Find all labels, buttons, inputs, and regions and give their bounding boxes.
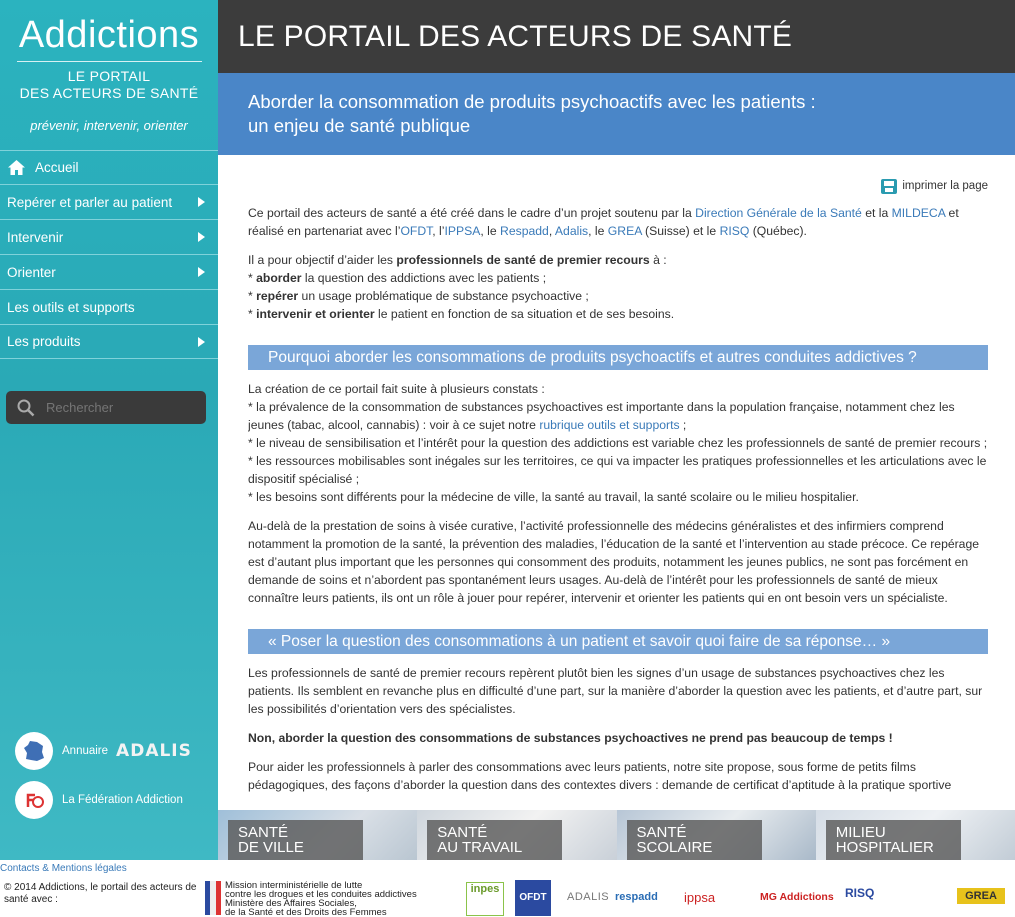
ippsa-logo[interactable]: ippsa	[684, 890, 716, 905]
tile-label	[826, 820, 961, 860]
tile-sante-de-ville[interactable]	[218, 810, 417, 860]
objective-item-bold: aborder	[256, 271, 302, 285]
ministry-logo[interactable]	[205, 881, 417, 917]
link-risq[interactable]: RISQ	[719, 224, 750, 238]
objective-item-text: la question des addictions avec les patients ;	[301, 271, 547, 285]
intro-paragraph	[248, 204, 988, 240]
print-icon	[881, 179, 897, 194]
federation-addiction-logo	[15, 781, 53, 819]
partner-label: La Fédération Addiction	[62, 794, 183, 806]
arrow-right-icon	[198, 232, 205, 242]
search-input[interactable]	[46, 400, 186, 415]
search-icon[interactable]	[17, 399, 35, 417]
intro-text: (Québec).	[749, 224, 807, 238]
section-heading: Pourquoi aborder les consommations de produits psychoactifs et autres conduites addictives ?	[248, 345, 988, 370]
nav-item-label: Repérer et parler au patient	[7, 194, 173, 210]
section1-paragraph: Au-delà de la prestation de soins à visée curative, l’activité professionnelle des médecins généralistes et des infirmiers comprend notamment la promotion de la santé, la prévention des maladies, l’éducation de la santé et l’intervention au stade précoce. Ce repérage est d’autant plus important que les personnes qui consomment des produits, notamment les jeunes publics, ne sont pas forcément en demande de soins et n’abordent pas spontanément leurs usages. Au-delà de l’intérêt pour les professionnels de santé de mieux connaître leurs patients, ils ont un rôle à jouer pour repérer, intervenir et orienter les patients qui en ont besoin vers un spécialiste.	[248, 519, 980, 605]
france-map-icon	[15, 732, 53, 770]
logo-title: Addictions	[18, 14, 200, 56]
section2-paragraph: Les professionnels de santé de premier recours repèrent plutôt bien les signes d’un usage de substances psychoactives chez les patients. Ils semblent en revanche plus en difficulté d’une part, sur la manière d’aborder la question avec les patients, et d’autre part, sur les possibilités d’orientation vers des spécialistes.	[248, 666, 983, 716]
main-nav	[0, 150, 218, 359]
intro-text: et la	[861, 206, 892, 220]
intro-text: et réalisé en partenariat avec l’	[248, 206, 959, 238]
partner-federation[interactable]	[15, 781, 183, 819]
intro-text: , l’	[432, 224, 445, 238]
risq-logo[interactable]: RISQ	[845, 886, 875, 900]
page-banner	[218, 73, 1015, 155]
nav-item-label: Accueil	[35, 160, 79, 175]
tile-sante-scolaire[interactable]	[617, 810, 816, 860]
ministry-line: contre les drogues et les conduites addictives	[225, 889, 417, 900]
print-label: imprimer la page	[902, 180, 988, 192]
tile-label	[228, 820, 363, 860]
nav-item-label: Les produits	[7, 334, 81, 349]
link-adalis[interactable]: Adalis	[554, 224, 589, 238]
inpes-logo[interactable]: inpes	[466, 882, 504, 916]
intro-text: , le	[588, 224, 608, 238]
intro-text: (Suisse) et le	[641, 224, 720, 238]
tile-label-line: HOSPITALIER	[835, 839, 934, 856]
objective-bold: professionnels de santé de premier recours	[396, 253, 650, 267]
legal-link[interactable]: Contacts & Mentions légales	[0, 863, 127, 874]
tile-label-line: SANTÉ	[437, 824, 488, 841]
nav-item-produits[interactable]	[0, 324, 218, 359]
section1-list	[248, 380, 988, 506]
adalis-footer-logo[interactable]: ADALIS	[567, 891, 610, 903]
nav-item-label: Orienter	[7, 264, 56, 280]
section1-bullet: * le niveau de sensibilisation et l’intérêt pour la question des addictions est variable chez les professionnels de santé de premier recours ;	[248, 436, 988, 450]
section1-intro: La création de ce portail fait suite à plusieurs constats :	[248, 382, 545, 396]
print-page-link[interactable]	[881, 177, 988, 195]
section1-bullet: * les ressources mobilisables sont inégales sur les territoires, ce qui va impacter les pratiques professionnelles et les articulations avec le dispositif spécialisé ;	[248, 454, 987, 486]
link-ippsa[interactable]: IPPSA	[444, 224, 481, 238]
section-heading: « Poser la question des consommations à un patient et savoir quoi faire de sa réponse… »	[248, 629, 988, 654]
page-header-title: LE PORTAIL DES ACTEURS DE SANTÉ	[238, 20, 793, 53]
copyright: © 2014 Addictions, le portail des acteurs de santé avec :	[4, 882, 197, 905]
arrow-right-icon	[198, 197, 205, 207]
site-logo[interactable]	[0, 0, 218, 150]
link-dgs[interactable]: Direction Générale de la Santé	[695, 206, 862, 220]
grea-logo[interactable]: GREA	[957, 888, 1005, 904]
tile-label-line: SCOLAIRE	[636, 839, 713, 856]
link-respadd[interactable]: Respadd	[500, 224, 549, 238]
section1-bullet: ;	[679, 418, 687, 432]
nav-item-reperer[interactable]	[0, 184, 218, 219]
respadd-logo[interactable]: respadd	[615, 891, 658, 903]
tile-label-line: SANTÉ	[238, 824, 289, 841]
nav-item-label: Intervenir	[7, 229, 64, 245]
page-title-line2: un enjeu de santé publique	[248, 115, 471, 136]
tile-label	[427, 820, 562, 860]
section2-paragraph: Pour aider les professionnels à parler des consommations avec leurs patients, notre site propose, sous forme de petits films pédagogiques, des façons d’aborder la question dans des contextes divers : demande de certificat d’aptitude à la pratique sportive	[248, 760, 952, 792]
tile-label	[627, 820, 762, 860]
tile-label-line: AU TRAVAIL	[437, 839, 523, 856]
section1-bullet: * la prévalence de la consommation de substances psychoactives est importante dans la population française, notamment chez les jeunes (tabac, alcool, cannabis) : voir à ce sujet notre	[248, 400, 955, 432]
nav-item-outils[interactable]	[0, 289, 218, 324]
arrow-right-icon	[198, 267, 205, 277]
content-body	[248, 204, 988, 805]
nav-item-intervenir[interactable]	[0, 219, 218, 254]
objective-text: Il a pour objectif d’aider les	[248, 253, 397, 267]
ministry-line: Mission interministérielle de lutte	[225, 880, 363, 891]
tile-sante-au-travail[interactable]	[417, 810, 616, 860]
ministry-line: de la Santé et des Droits des Femmes	[225, 907, 387, 917]
tile-label-line: MILIEU	[835, 824, 886, 841]
tile-milieu-hospitalier[interactable]	[816, 810, 1015, 860]
ofdt-logo[interactable]: OFDT	[515, 880, 551, 916]
main-content	[248, 155, 988, 810]
logo-subtitle-line2: DES ACTEURS DE SANTÉ	[19, 85, 199, 101]
objective-paragraph: Il a pour objectif d’aider les professionnels de santé de premier recours à : * aborder la question des addictions avec les patients ; * repérer un usage problématique de substance psychoactive ; * intervenir et orienter le patient en fonction de sa situation et de ses besoins.	[248, 253, 675, 321]
sidebar	[0, 0, 218, 860]
marianne-icon	[205, 881, 221, 915]
link-ofdt[interactable]: OFDT	[400, 224, 433, 238]
partner-label: Annuaire	[62, 745, 109, 757]
section2-bold-statement: Non, aborder la question des consommations de substances psychoactives ne prend pas beaucoup de temps !	[248, 731, 893, 745]
objective-item-text: le patient en fonction de sa situation et de ses besoins.	[374, 307, 675, 321]
intro-text: ,	[548, 224, 555, 238]
logo-subtitle-line1: LE PORTAIL	[67, 68, 151, 84]
footer	[0, 860, 1015, 917]
link-grea[interactable]: GREA	[607, 224, 642, 238]
mg-addictions-logo[interactable]: MG Addictions	[760, 891, 834, 903]
link-mildeca[interactable]: MILDECA	[891, 206, 946, 220]
logo-divider	[17, 61, 202, 62]
tile-label-line: SANTÉ	[636, 824, 687, 841]
section1-bullet: * les besoins sont différents pour la médecine de ville, la santé au travail, la santé scolaire ou le milieu hospitalier.	[248, 490, 859, 504]
search-box[interactable]	[6, 391, 206, 424]
arrow-right-icon	[198, 337, 205, 347]
nav-item-label: Les outils et supports	[7, 299, 135, 315]
partner-annuaire[interactable]	[15, 732, 192, 770]
link-outils-supports[interactable]: rubrique outils et supports	[539, 418, 680, 432]
tile-label-line: DE VILLE	[238, 839, 304, 856]
adalis-logo: ADALIS	[116, 741, 192, 761]
objective-item-text: un usage problématique de substance psychoactive ;	[298, 289, 589, 303]
audience-tiles	[218, 810, 1015, 860]
ministry-line: Ministère des Affaires Sociales,	[225, 898, 357, 909]
page-title	[248, 90, 816, 138]
intro-text: , le	[480, 224, 501, 238]
objective-item-bold: repérer	[256, 289, 299, 303]
top-header	[218, 0, 1015, 73]
home-icon	[7, 159, 26, 176]
nav-item-orienter[interactable]	[0, 254, 218, 289]
objective-text: à :	[649, 253, 667, 267]
nav-item-accueil[interactable]	[0, 150, 218, 184]
page-title-line1: Aborder la consommation de produits psychoactifs avec les patients :	[248, 91, 816, 112]
intro-text: Ce portail des acteurs de santé a été créé dans le cadre d’un projet soutenu par la	[248, 206, 696, 220]
logo-tagline: prévenir, intervenir, orienter	[30, 118, 188, 133]
objective-item-bold: intervenir et orienter	[256, 307, 375, 321]
